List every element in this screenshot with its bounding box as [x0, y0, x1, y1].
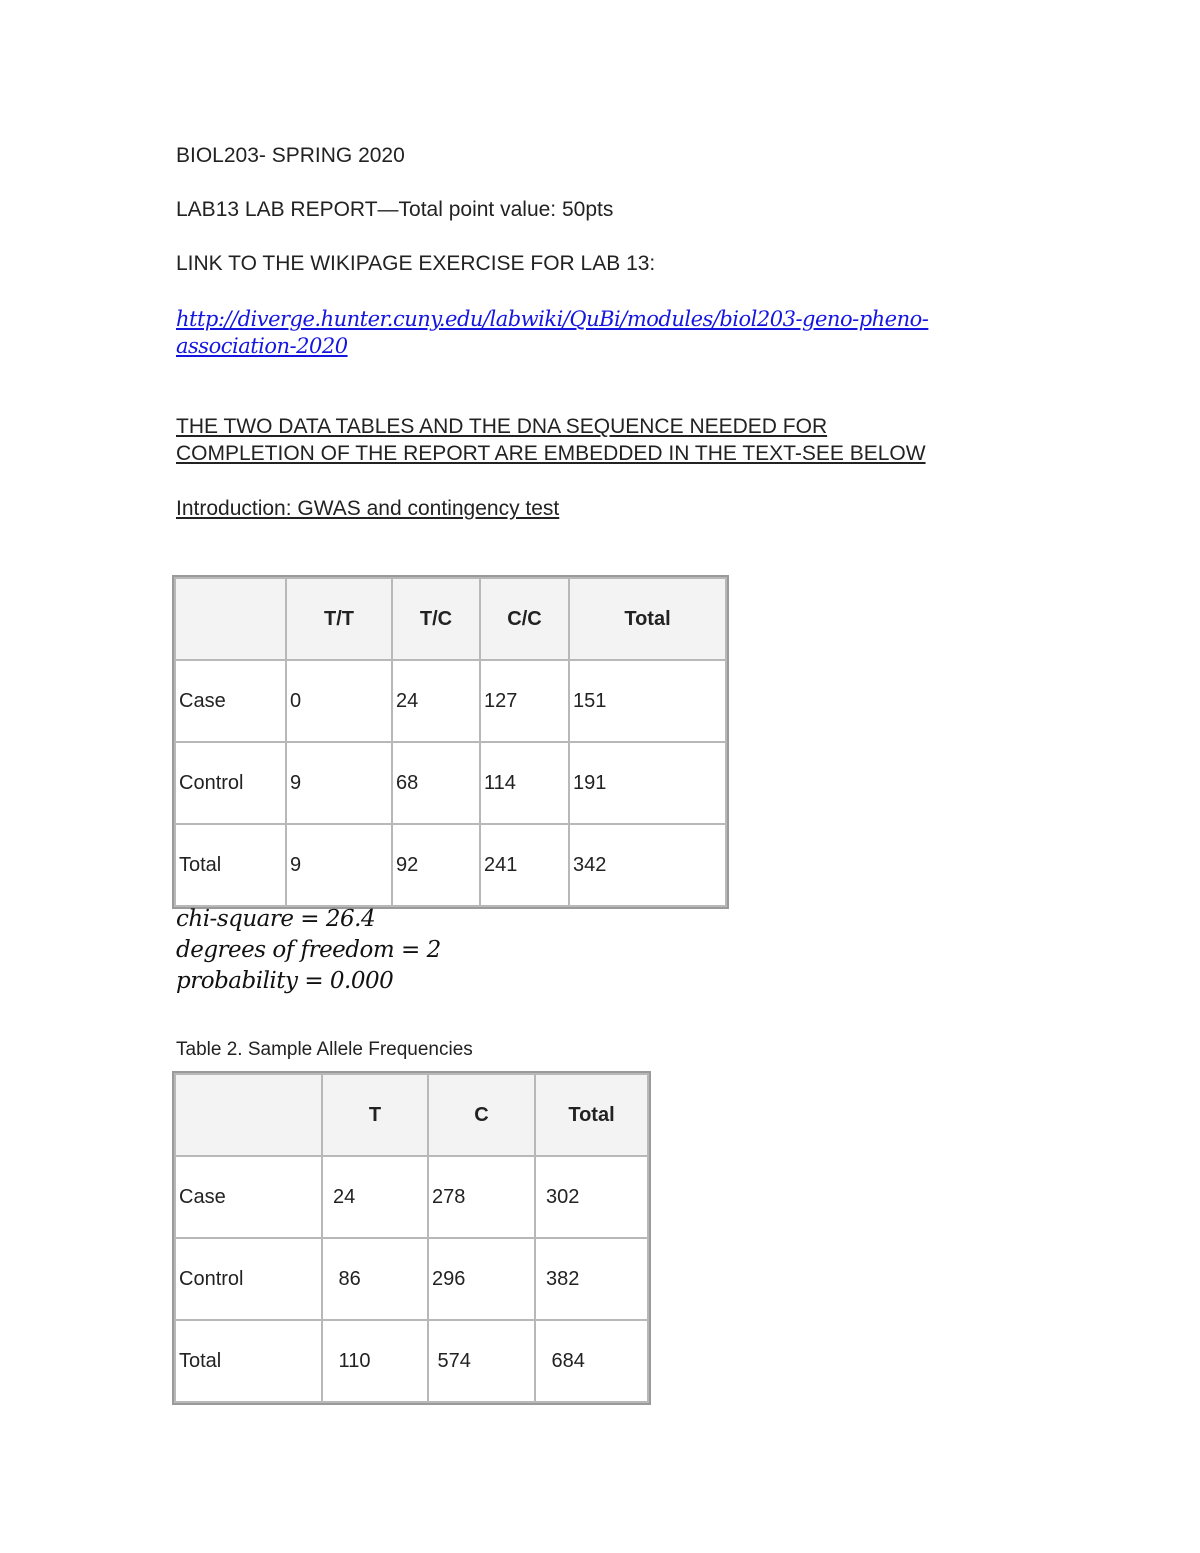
course-title: BIOL203- SPRING 2020	[176, 144, 405, 167]
wikipage-link[interactable]	[176, 306, 976, 360]
table-cell: Case	[175, 1156, 322, 1238]
table-header-cell: Total	[569, 578, 726, 660]
table-cell: 9	[286, 824, 392, 906]
table-row	[175, 742, 726, 824]
table-header-cell	[175, 578, 286, 660]
table-cell: 296	[428, 1238, 535, 1320]
genotype-table	[174, 577, 727, 907]
table-cell: 24	[322, 1156, 428, 1238]
probability-value: probability = 0.000	[176, 968, 394, 994]
table-cell: 151	[569, 660, 726, 742]
table-cell: 574	[428, 1320, 535, 1402]
table2-caption: Table 2. Sample Allele Frequencies	[176, 1039, 473, 1060]
table-header-cell: T/C	[392, 578, 480, 660]
table-cell: 382	[535, 1238, 648, 1320]
table-cell: Control	[175, 1238, 322, 1320]
table-cell: 0	[286, 660, 392, 742]
table-cell: 191	[569, 742, 726, 824]
table-cell: 342	[569, 824, 726, 906]
table-cell: 9	[286, 742, 392, 824]
table-cell: 86	[322, 1238, 428, 1320]
chi-square-value: chi-square = 26.4	[176, 906, 376, 932]
table-header-cell: T/T	[286, 578, 392, 660]
table-cell: 114	[480, 742, 569, 824]
table-row	[175, 1320, 648, 1402]
table-row	[175, 1238, 648, 1320]
table-row	[175, 1156, 648, 1238]
intro-heading: Introduction: GWAS and contingency test	[176, 497, 560, 520]
table-cell: 278	[428, 1156, 535, 1238]
link-label: LINK TO THE WIKIPAGE EXERCISE FOR LAB 13:	[176, 252, 656, 275]
table-cell: Total	[175, 1320, 322, 1402]
degrees-of-freedom: degrees of freedom = 2	[176, 937, 441, 963]
table-header-row	[175, 578, 726, 660]
table-cell: Control	[175, 742, 286, 824]
table-header-cell	[175, 1074, 322, 1156]
table-cell: 68	[392, 742, 480, 824]
table-cell: Total	[175, 824, 286, 906]
table-cell: 92	[392, 824, 480, 906]
table-header-row	[175, 1074, 648, 1156]
chi-square-results	[176, 904, 441, 997]
table-cell: 302	[535, 1156, 648, 1238]
wikipage-link-line-2[interactable]: association-2020	[176, 334, 348, 358]
table-header-cell: C	[428, 1074, 535, 1156]
report-title: LAB13 LAB REPORT—Total point value: 50pts	[176, 198, 614, 221]
table-row	[175, 660, 726, 742]
table-header-cell: Total	[535, 1074, 648, 1156]
table-cell: 110	[322, 1320, 428, 1402]
notice-line-1: THE TWO DATA TABLES AND THE DNA SEQUENCE NEEDED FOR	[176, 415, 828, 438]
table-cell: Case	[175, 660, 286, 742]
table-cell: 241	[480, 824, 569, 906]
table-header-cell: C/C	[480, 578, 569, 660]
allele-frequency-table	[174, 1073, 649, 1403]
table-header-cell: T	[322, 1074, 428, 1156]
table-cell: 24	[392, 660, 480, 742]
notice-line-2: COMPLETION OF THE REPORT ARE EMBEDDED IN THE TEXT-SEE BELOW	[176, 442, 926, 465]
table-cell: 684	[535, 1320, 648, 1402]
table-row	[175, 824, 726, 906]
wikipage-link-line-1[interactable]: http://diverge.hunter.cuny.edu/labwiki/QuBi/modules/biol203-geno-pheno-	[176, 307, 929, 331]
table-cell: 127	[480, 660, 569, 742]
